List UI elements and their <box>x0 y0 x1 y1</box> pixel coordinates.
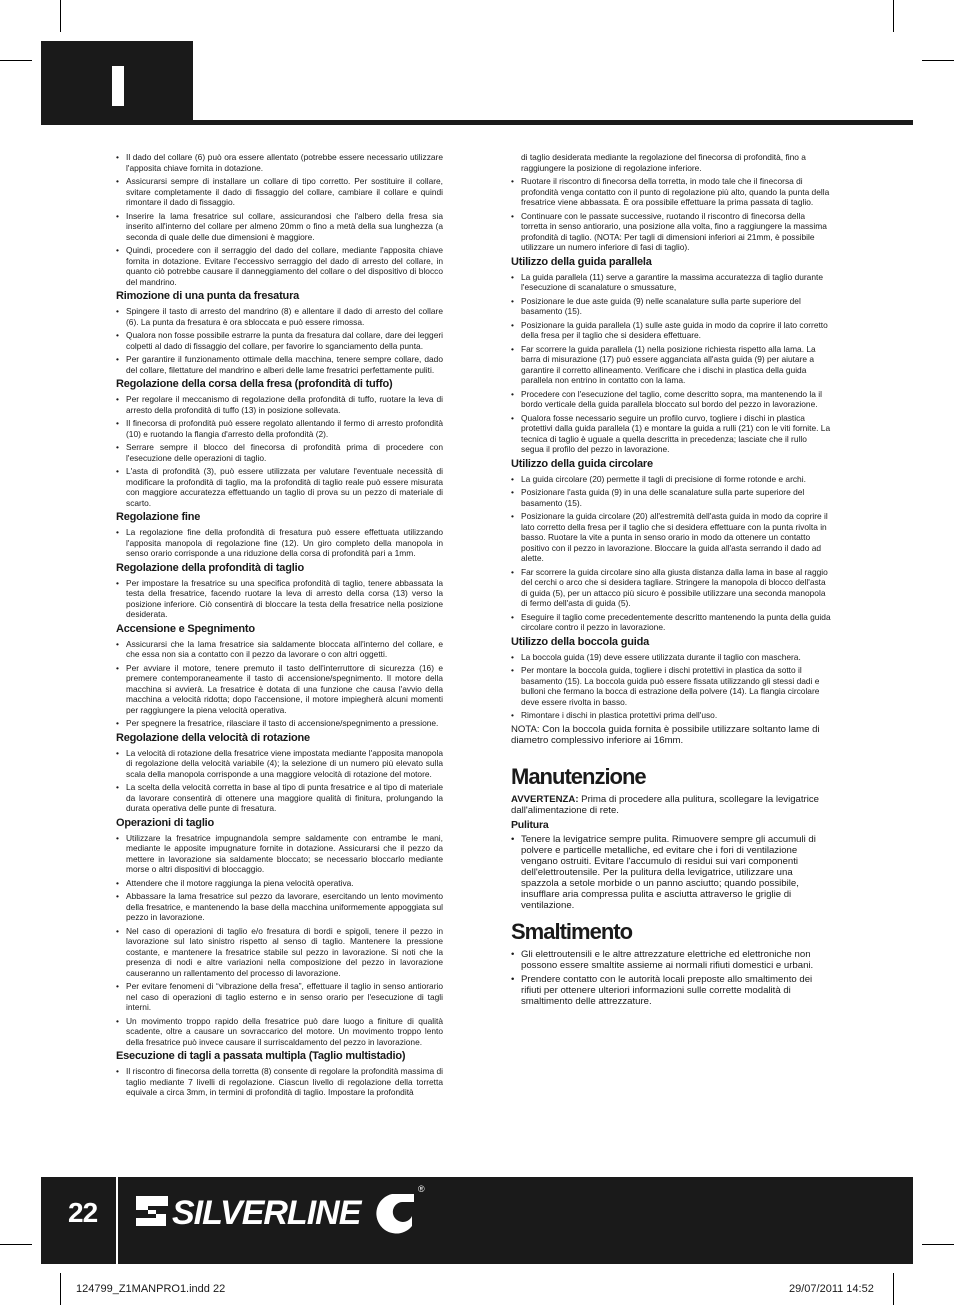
list-item: • Tenere la levigatrice sempre pulita. Rimuovere sempre gli accumuli di polvere e particelle metalliche, ed evitare che i fori di ventilazione vengano ostruiti. Evitare l'accumulo di residui sui vari componenti dell'elettroutensile. Per la pulitura della levigatrice, utilizzare una spazzola a setole morbide o un panno asciutto; quando possibile, insufflare aria compressa pulita e asciutta attraverso le griglie di ventilazione. <box>511 834 831 911</box>
list-item: • Prendere contatto con le autorità locali preposte allo smaltimento dei rifiuti per ottenere ulteriori informazioni sulle corrette modalità di smaltimento delle attrezzature. <box>511 974 831 1007</box>
section-heading: Utilizzo della guida circolare <box>511 457 653 470</box>
list-item: • Per montare la boccola guida, togliere i dischi protettivi in plastica da sotto il basamento (15). La boccola guida può essere fissata utilizzando gli stessi dadi e bulloni che fermano la bocca di estrazione della polvere (14). La flangia circolare deve essere rivolta in basso. <box>511 665 831 707</box>
list-item: • Per avviare il motore, tenere premuto il tasto dell'interruttore di sicurezza (16) e premere contemporaneamente il tasto di accensione/spegnimento. Il motore della macchina si avvierà. La fresatrice è dotata di una funzione che causa l'avvio della macchina a velocità ridotta; dopo l'accensione, il motore impiegherà alcuni momenti per raggiungere la piena velocità operativa. <box>116 663 443 716</box>
list-item: • Far scorrere la guida parallela (1) nella posizione richiesta rispetto alla lama. La barra di misurazione (17) può essere agganciata all'asta guida (9) per aiutare a garantire il corretto allineamento. Verificare che i dischi in plastica della guida parallela non entrino in contatto con la lama. <box>511 344 831 386</box>
list-item: • Posizionare la guida circolare (20) all'estremità dell'asta guida in modo da coprire il lato corretto della fresa per il taglio che si desidera effettuare con la punta rivolta in basso. Ruotare la vite a punta in senso orario in modo da ottenere un contatto positivo con il pezzo in lavorazione. Bloccare la guida all'asta serrando il dado ad alette. <box>511 511 831 564</box>
list-item: • La scelta della velocità corretta in base al tipo di punta fresatrice e al tipo di materiale da lavorare consentirà di ottenere una maggiore qualità di finitura, prolungando la durata operativa delle punte di fresatura. <box>116 782 443 814</box>
crop-mark <box>0 60 32 61</box>
list-item: • La guida circolare (20) permette il tagli di precisione di forme rotonde e archi. <box>511 474 831 485</box>
list-item: • Far scorrere la guida circolare sino alla giusta distanza dalla lama in base al raggio del cerchi o arco che si desidera tagliare. Stringere la manopola di blocco dell'asta di guida (5), per un attacco più sicuro è possibile utilizzare una seconda manopola di fermo dell'asta di guida (5). <box>511 567 831 609</box>
registered-mark: ® <box>418 1184 425 1194</box>
list-item: • Per garantire il funzionamento ottimale della macchina, tenere sempre collare, dado del collare, filettature del mandrino e alberi delle lame fresatrici perfettamente puliti. <box>116 354 443 375</box>
list-item: • Un movimento troppo rapido della fresatrice può dare luogo a finiture di qualità scadente, oltre a causare un sovraccarico del motore. Un movimento troppo lento della fresatrice può invece causare il surriscaldamento del pezzo in lavorazione. <box>116 1016 443 1048</box>
cleaning-heading: Pulitura <box>511 818 549 831</box>
bullet-list <box>511 949 831 1007</box>
section-heading: Regolazione fine <box>116 511 201 523</box>
list-item: • Continuare con le passate successive, ruotando il riscontro di finecorsa della torretta in senso antiorario, una posizione alla volta, fino a raggiungere la massima profondità di taglio. (NOTA: Per tagli di dimensioni inferiori ai 21mm, è possibile utilizzare un numero inferiore di fasi di taglio). <box>511 211 831 253</box>
file-info: 124799_Z1MANPRO1.indd 22 <box>76 1283 226 1295</box>
section-heading: Operazioni di taglio <box>116 816 215 829</box>
bullet-list <box>116 394 443 508</box>
crop-mark <box>60 1273 61 1305</box>
right-column <box>511 152 831 1010</box>
list-item: • Posizionare l'asta guida (9) in una delle scanalature sulla parte superiore del basamento (15). <box>511 487 831 508</box>
bullet-list <box>511 272 831 455</box>
list-item: • Posizionare la guida parallela (1) sulle aste guida in modo da coprire il lato corretto della fresa per il taglio che si desidera effettuare. <box>511 320 831 341</box>
disposal-title: Smaltimento <box>511 918 633 944</box>
section-heading: Rimozione di una punta da fresatura <box>116 290 300 302</box>
crop-mark <box>922 1244 954 1245</box>
language-letter-i <box>112 66 124 106</box>
section-heading: Utilizzo della guida parallela <box>511 255 652 268</box>
bullet-list <box>116 833 443 1048</box>
header-rule <box>41 120 913 125</box>
list-item: • Abbassare la lama fresatrice sul pezzo da lavorare, esercitando un lento movimento della fresatrice, e mantenendo la base della macchina uniformemente appoggiata sul pezzo in lavorazione. <box>116 891 443 923</box>
section-heading: Esecuzione di tagli a passata multipla (Taglio multistadio) <box>116 1050 406 1062</box>
list-item: • Assicurarsi che la lama fresatrice sia saldamente bloccata all'interno del collare, e che essa non sia a contatto con il pezzo da lavorare o con altri oggetti. <box>116 639 443 660</box>
bullet-list <box>116 1066 443 1098</box>
list-item: • Qualora non fosse possibile estrarre la punta da fresatura dal collare, dare dei leggeri colpetti al dado di fissaggio del collare, per favorire lo sganciamento della punta. <box>116 330 443 351</box>
list-item: • Qualora fosse necessario seguire un profilo curvo, togliere i dischi in plastica protettivi dalla guida parallela (1) e montare la guida a rulli (21) con le viti fornite. La tecnica di taglio è uguale a quella descritta in precedenza; lasciate che il rullo segua il profilo del pezzo in lavorazione. <box>511 413 831 455</box>
list-item: • Gli elettroutensili e le altre attrezzature elettriche ed elettroniche non possono essere smaltite assieme ai normali rifiuti domestici e urbani. <box>511 949 831 971</box>
bullet-list <box>116 527 443 559</box>
list-item: • Per regolare il meccanismo di regolazione della profondità di tuffo, ruotare la leva di arresto della profondità di tuffo (13) in posizione sollevata. <box>116 394 443 415</box>
maintenance-title: Manutenzione <box>511 763 646 789</box>
list-item: • Il riscontro di finecorsa della torretta (8) consente di regolare la profondità massima di taglio mediante 7 livelli di regolazione. Ciascun livello di regolazione della torretta equivale a circa 3mm, in termini di profondità di taglio. Impostare la profondità <box>116 1066 443 1098</box>
list-item: • La regolazione fine della profondità di fresatura può essere effettuata utilizzando l'apposita manopola di regolazione fine (12). Un giro completo della manopola in senso orario corrisponde a una riduzione della corsa di profondità pari a 1mm. <box>116 527 443 559</box>
list-item: • Il finecorsa di profondità può essere regolato allentando il fermo di arresto profondità (10) e ruotando la flangia d'arresto della profondità (2). <box>116 418 443 439</box>
list-item: • Quindi, procedere con il serraggio del dado del collare, mediante l'apposita chiave fornita in dotazione. Evitare l'eccessivo serraggio del dado di arresto del collare, in quanto ciò potrebbe causare il danneggiamento del collare o del dispositivo di blocco del mandrino. <box>116 245 443 287</box>
list-item: • Per evitare fenomeni di “vibrazione della fresa”, effettuare il taglio in senso antiorario nel caso di operazioni di taglio esterno e in senso orario per l'esecuzione di tagli interni. <box>116 981 443 1013</box>
list-item: • Assicurarsi sempre di installare un collare di tipo corretto. Per sostituire il collare, svitare completamente il dado di fissaggio del collare, cambiare il collare e quindi rimontare il dado di fissaggio. <box>116 176 443 208</box>
crop-mark <box>893 1273 894 1305</box>
list-item: • Eseguire il taglio come precedentemente descritto mantenendo la punta della guida circolare contro il pezzo in lavorazione. <box>511 612 831 633</box>
section-heading: Regolazione della velocità di rotazione <box>116 731 310 744</box>
list-item: • Ruotare il riscontro di finecorsa della torretta, in modo tale che il finecorsa di profondità venga contatto con il punto di regolazione più alto, quando la punta della fresatrice viene abbassata. È ora possibile effettuare la prima passata di taglio. <box>511 176 831 208</box>
crop-mark <box>922 60 954 61</box>
svg-text:SILVERLINE: SILVERLINE <box>172 1194 361 1232</box>
section-heading: Utilizzo della boccola guida <box>511 635 650 648</box>
list-item: • Per spegnere la fresatrice, rilasciare il tasto di accensione/spegnimento a pressione. <box>116 718 443 729</box>
warning-text: Prima di procedere alla pulitura, scollegare la levigatrice dall'alimentazione di rete. <box>511 793 820 816</box>
page-number: 22 <box>68 1197 98 1228</box>
bullet-list <box>116 748 443 814</box>
footer-divider <box>116 1177 118 1264</box>
section-heading: Accensione e Spegnimento <box>116 622 255 635</box>
list-item: • Serrare sempre il blocco del finecorsa di profondità prima di procedere con l'esecuzione delle operazioni di taglio. <box>116 442 443 463</box>
list-item: • Utilizzare la fresatrice impugnandola sempre saldamente con entrambe le mani, mediante le apposite impugnature fornite in dotazione. Assicurarsi che il pezzo da mettere in lavorazione sia saldamente bloccato; se necessario bloccarlo mediante morse o altri dispositivi di bloccaggio. <box>116 833 443 875</box>
warning-paragraph <box>511 794 831 816</box>
list-item: • Posizionare le due aste guida (9) nelle scanalature sulla parte superiore del basamento (15). <box>511 296 831 317</box>
list-item: • Procedere con l'esecuzione del taglio, come descritto sopra, ma mantenendo la il bordo verticale della guida parallela bloccato sul bordo del pezzo in lavorazione. <box>511 389 831 410</box>
section-heading: Regolazione della profondità di taglio <box>116 561 304 574</box>
list-item: • Il dado del collare (6) può ora essere allentato (potrebbe essere necessario utilizzare l'apposita chiave fornita in dotazione. <box>116 152 443 173</box>
list-item: • Inserire la lama fresatrice sul collare, assicurandosi che l'albero della fresa sia inserito all'interno del collare per almeno 20mm o fino a metà della sua lunghezza (a seconda di quale delle due dimensioni è maggiore. <box>116 211 443 243</box>
bullet-list <box>511 474 831 633</box>
bullet-list <box>511 176 831 253</box>
crop-mark <box>893 0 894 32</box>
bullet-list <box>511 834 831 911</box>
crop-mark <box>60 0 61 32</box>
continued-text: di taglio desiderata mediante la regolazione del finecorsa di profondità, fino a raggiungere la posizione di regolazione inferiore. <box>521 152 806 173</box>
bullet-list <box>116 639 443 729</box>
list-item: • La boccola guida (19) deve essere utilizzata durante il taglio con maschera. <box>511 652 831 663</box>
bullet-list <box>511 652 831 721</box>
list-item: • L'asta di profondità (3), può essere utilizzata per valutare l'eventuale necessità di modificare la profondità di taglio, ma la profondità di taglio reale può essere misurata con maggiore accuratezza effettuando un taglio di prova su un pezzo di materiale di scarto. <box>116 466 443 508</box>
list-item: • La velocità di rotazione della fresatrice viene impostata mediante l'apposita manopola di regolazione della velocità variabile (4); la selezione di un numero più elevato sulla scala della manopola corrisponde a una maggiore velocità di rotazione del motore. <box>116 748 443 780</box>
left-column <box>116 152 443 1101</box>
list-item: • Nel caso di operazioni di taglio e/o fresatura di bordi e spigoli, tenere il pezzo in lavorazione sul lato sinistro rispetto al senso di taglio. Mantenere la pressione costante, e mantenere la fresatrice stabile sul pezzo in lavorazione. Si noti che la presenza di nodi e altre variazioni nella composizione del pezzo in lavorazione causeranno un rallentamento del processo di lavorazione. <box>116 926 443 979</box>
note-text: NOTA: Con la boccola guida fornita è possibile utilizzare soltanto lame di diametro complessivo inferiore ai 16mm. <box>511 723 820 746</box>
warning-label: AVVERTENZA: <box>511 793 579 805</box>
section-heading: Regolazione della corsa della fresa (profondità di tuffo) <box>116 378 393 390</box>
list-item: • Attendere che il motore raggiunga la piena velocità operativa. <box>116 878 443 889</box>
bullet-list <box>116 306 443 375</box>
maintenance-block <box>511 724 831 1007</box>
list-item: • Spingere il tasto di arresto del mandrino (8) e allentare il dado di arresto del collare (6). La punta da fresatura è ora sbloccata e può essere rimossa. <box>116 306 443 327</box>
list-item: • Rimontare i dischi in plastica protettivi prima dell'uso. <box>511 710 831 721</box>
list-item: • La guida parallela (11) serve a garantire la massima accuratezza di taglio durante l'esecuzione di scanalature o smussature, <box>511 272 831 293</box>
print-timestamp: 29/07/2011 14:52 <box>789 1283 874 1295</box>
silverline-logo <box>130 1186 420 1239</box>
crop-mark <box>0 1244 32 1245</box>
list-item: • Per impostare la fresatrice su una specifica profondità di taglio, tenere abbassata la testa della fresatrice, facendo ruotare la leva di arresto della corsa (13) verso la posizione inferiore. Ciò consentirà di bloccare la testa della fresatrice nella posizione desiderata. <box>116 578 443 620</box>
bullet-list <box>116 152 443 287</box>
bullet-list <box>116 578 443 620</box>
